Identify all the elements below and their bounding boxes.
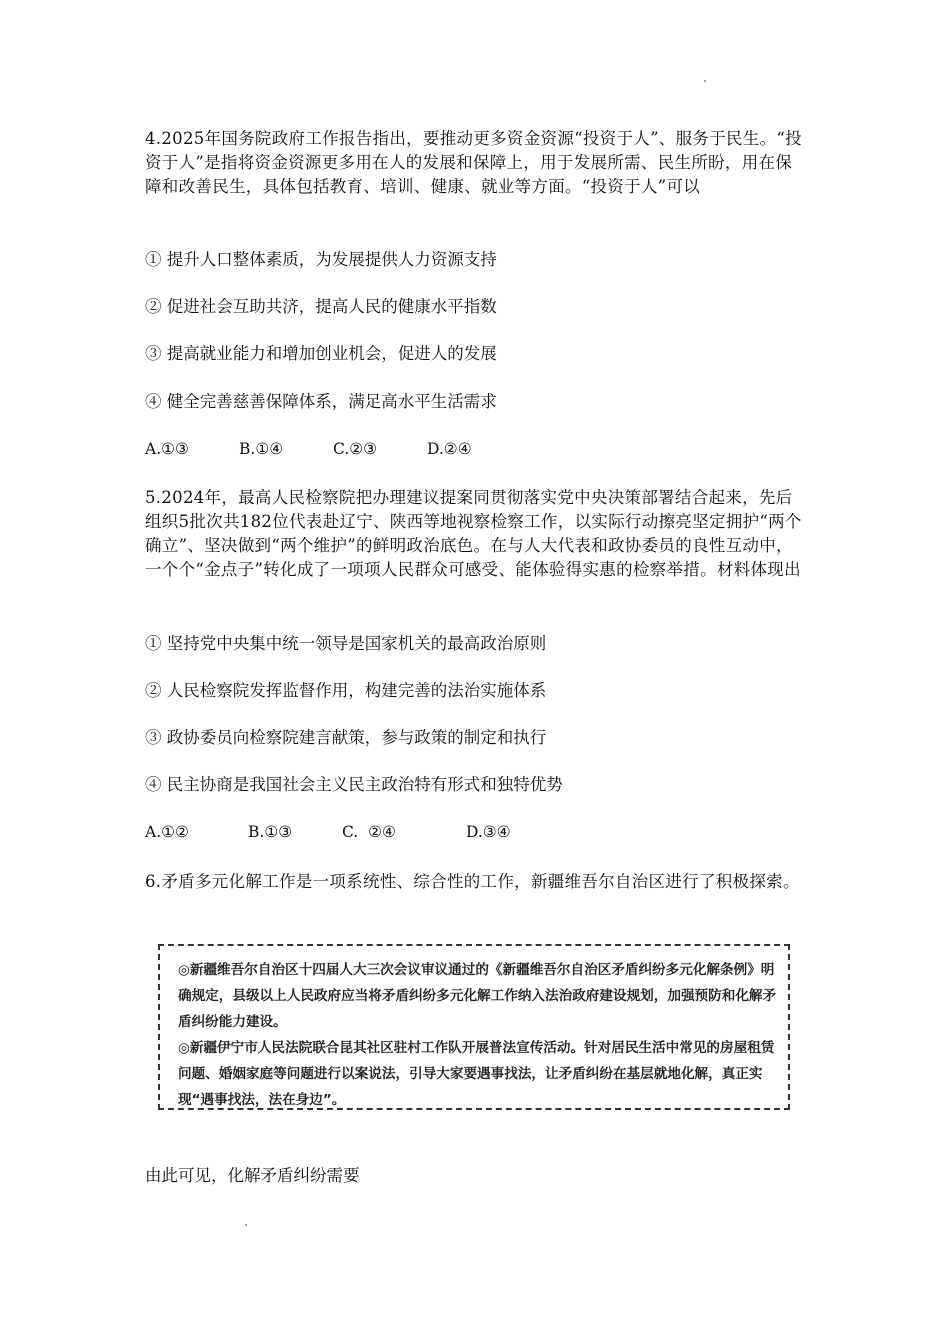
question-5-option-4: ④ 民主协商是我国社会主义民主政治特有形式和独特优势 xyxy=(145,775,563,794)
question-5-option-2: ② 人民检察院发挥监督作用，构建完善的法治实施体系 xyxy=(145,681,547,700)
question-5-stem: 5.2024年，最高人民检察院把办理建议提案同贯彻落实党中央决策部署结合起来，先后组织5批次共182位代表赴辽宁、陕西等地视察检察工作，以实际行动擦亮坚定拥护“两个确立”、坚决做到“两个维护”的鲜明政治底色。在与人大代表和政协委员的良性互动中，一个个“金点子”转化成了一项项人民群众可感受、能体验得实惠的检察举措。材料体现出 xyxy=(145,488,802,579)
question-4-choice-c: C.②③ xyxy=(333,440,378,458)
question-5-choice-a: A.①② xyxy=(145,823,189,841)
question-4-stem: 4.2025年国务院政府工作报告指出，要推动更多资金资源“投资于人”、服务于民生。“投资于人”是指将资金资源更多用在人的发展和保障上，用于发展所需、民生所盼，用在保障和改善民生，具体包括教育、培训、健康、就业等方面。“投资于人”可以 xyxy=(145,129,802,196)
question-5-choice-c: C. ②④ xyxy=(342,823,396,841)
scan-speck xyxy=(704,80,706,82)
material-paragraph-2: ◎新疆伊宁市人民法院联合昆其社区驻村工作队开展普法宣传活动。针对居民生活中常见的房屋租赁问题、婚姻家庭等问题进行以案说法，引导大家要遇事找法，让矛盾纠纷在基层就地化解，真正实现“遇事找法，法在身边”。 xyxy=(178,1040,775,1108)
question-4-option-1: ① 提升人口整体素质，为发展提供人力资源支持 xyxy=(145,250,497,269)
question-4-choices xyxy=(145,437,472,461)
question-4-choice-a: A.①③ xyxy=(145,440,189,458)
question-5-choice-d: D.③④ xyxy=(466,823,511,841)
material-box xyxy=(178,957,778,1113)
material-paragraph-1: ◎新疆维吾尔自治区十四届人大三次会议审议通过的《新疆维吾尔自治区矛盾纠纷多元化解条例》明确规定，县级以上人民政府应当将矛盾纠纷多元化解工作纳入法治政府建设规划，加强预防和化解矛盾纠纷能力建设。 xyxy=(178,962,777,1030)
question-5-option-3: ③ 政协委员向检察院建言献策，参与政策的制定和执行 xyxy=(145,728,547,747)
question-6-followup: 由此可见，化解矛盾纠纷需要 xyxy=(145,1166,360,1185)
question-4-choice-b: B.①④ xyxy=(239,440,284,458)
scan-speck-bottom xyxy=(245,1224,247,1226)
question-5-option-1: ① 坚持党中央集中统一领导是国家机关的最高政治原则 xyxy=(145,634,547,653)
question-4-option-4: ④ 健全完善慈善保障体系，满足高水平生活需求 xyxy=(145,392,497,411)
question-5-choices xyxy=(145,820,511,844)
question-6-stem: 6.矛盾多元化解工作是一项系统性、综合性的工作，新疆维吾尔自治区进行了积极探索。 xyxy=(145,872,800,891)
question-5-choice-b: B.①③ xyxy=(248,823,293,841)
question-4-choice-d: D.②④ xyxy=(427,440,472,458)
question-4-option-2: ② 促进社会互助共济，提高人民的健康水平指数 xyxy=(145,297,497,316)
question-4-option-3: ③ 提高就业能力和增加创业机会，促进人的发展 xyxy=(145,344,497,363)
